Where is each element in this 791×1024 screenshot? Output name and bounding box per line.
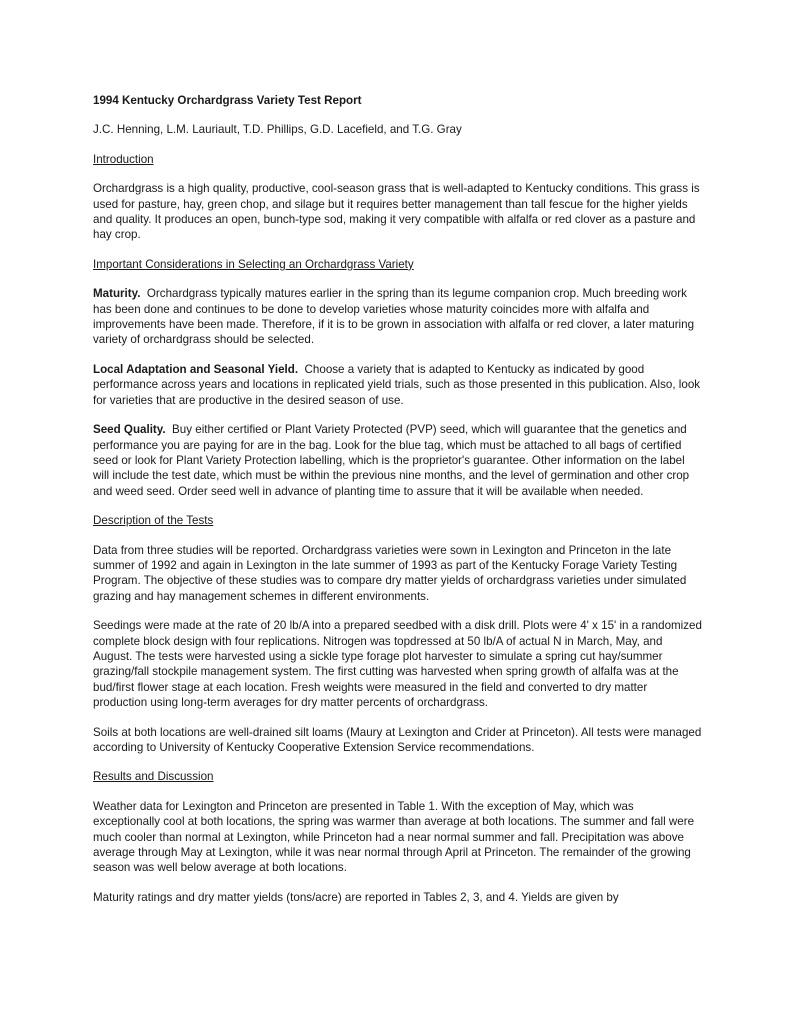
adaptation-paragraph [93, 362, 703, 408]
heading-introduction: Introduction [93, 152, 154, 166]
authors-line: J.C. Henning, L.M. Lauriault, T.D. Phillips, G.D. Lacefield, and T.G. Gray [93, 123, 462, 137]
tests-paragraph-3: Soils at both locations are well-drained silt loams (Maury at Lexington and Crider at Princeton). All tests were managed according to University of Kentucky Cooperative Extension Service recommendations. [93, 725, 702, 754]
adaptation-text: Choose a variety that is adapted to Kentucky as indicated by good performance across years and locations in replicated yield trials, such as those presented in this publication. Also, look for varieties that are productive in the desired season of use. [93, 362, 701, 407]
tests-paragraph-2: Seedings were made at the rate of 20 lb/A into a prepared seedbed with a disk drill. Plots were 4' x 15' in a randomized complete block design with four replications. Nitrogen was topdressed at 50 lb/A of actual N in March, May, and August. The tests were harvested using a sickle type forage plot harvester to simulate a spring cut hay/summer grazing/fall stockpile management system. The first cutting was harvested when spring growth of alfalfa was at the bud/first flower stage at each location. Fresh weights were measured in the field and converted to dry matter production using long-term averages for dry matter percents of orchardgrass. [93, 619, 702, 710]
heading-description-of-tests: Description of the Tests [93, 514, 214, 528]
document-page [93, 93, 703, 905]
heading-results: Results and Discussion [93, 770, 214, 784]
heading-considerations: Important Considerations in Selecting an Orchardgrass Variety [93, 257, 414, 271]
adaptation-lead: Local Adaptation and Seasonal Yield. [93, 362, 299, 376]
maturity-paragraph [93, 286, 703, 348]
results-paragraph-1: Weather data for Lexington and Princeton are presented in Table 1. With the exception of May, which was exceptionally cool at both locations, the spring was warmer than average at both locations. The summer and fall were much cooler than normal at Lexington, while Princeton had a near normal summer and fall. Precipitation was above average through May at Lexington, while it was near normal through April at Princeton. The remainder of the growing season was well below average at both locations. [93, 799, 695, 875]
document-title: 1994 Kentucky Orchardgrass Variety Test Report [93, 94, 362, 107]
introduction-paragraph: Orchardgrass is a high quality, productive, cool-season grass that is well-adapted to Kentucky conditions. This grass is used for pasture, hay, green chop, and silage but it requires better management than tall fescue for the higher yields and quality. It produces an open, bunch-type sod, making it very compatible with alfalfa or red clover as a pasture and hay crop. [93, 182, 700, 242]
maturity-lead: Maturity. [93, 287, 141, 301]
seed-quality-paragraph [93, 422, 703, 499]
tests-paragraph-1: Data from three studies will be reported. Orchardgrass varieties were sown in Lexington and Princeton in the late summer of 1992 and again in Lexington in the late summer of 1993 as part of the Kentucky Forage Variety Testing Program. The objective of these studies was to compare dry matter yields of orchardgrass varieties under simulated grazing and hay management schemes in different environments. [93, 543, 687, 603]
seed-quality-lead: Seed Quality. [93, 423, 166, 437]
results-paragraph-2: Maturity ratings and dry matter yields (tons/acre) are reported in Tables 2, 3, and 4. Yields are given by [93, 890, 619, 904]
seed-quality-text: Buy either certified or Plant Variety Protected (PVP) seed, which will guarantee that the genetics and performance you are paying for are in the bag. Look for the blue tag, which must be attached to all bags of certified seed or look for Plant Variety Protection labelling, which is the proprietor's guarantee. Other information on the label will include the test date, which must be within the previous nine months, and the level of germination and other crop and weed seed. Order seed well in advance of planting time to assure that it will be available when needed. [93, 423, 690, 498]
maturity-text: Orchardgrass typically matures earlier in the spring than its legume companion crop. Much breeding work has been done and continues to be done to develop varieties whose maturity coincides more with alfalfa and improvements have been made. Therefore, if it is to be grown in association with alfalfa or red clover, a later maturing variety of orchardgrass should be selected. [93, 287, 695, 347]
